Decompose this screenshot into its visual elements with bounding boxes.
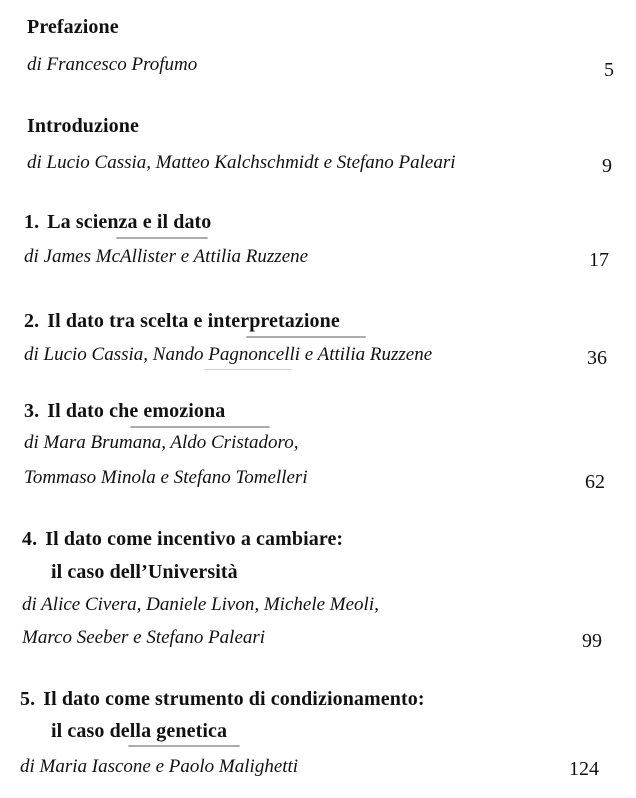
entry-page-number: 99 <box>582 630 602 652</box>
pencil-underline <box>128 745 240 747</box>
entry-title: 2. Il dato tra scelta e interpretazione <box>24 310 340 332</box>
entry-authors: Marco Seeber e Stefano Paleari <box>22 627 266 648</box>
entry-page-number: 62 <box>585 471 605 493</box>
entry-authors: di Lucio Cassia, Nando Pagnoncelli e Attilia Ruzzene <box>24 344 433 365</box>
entry-title: Prefazione <box>27 16 119 38</box>
entry-title-continued: il caso della genetica <box>51 720 228 742</box>
entry-page-number: 124 <box>569 758 599 780</box>
entry-page-number: 9 <box>602 155 612 177</box>
entry-authors: di Francesco Profumo <box>27 54 198 75</box>
entry-title: 3. Il dato che emoziona <box>24 400 226 422</box>
chapter-number: 1. <box>24 211 40 233</box>
pencil-underline <box>204 369 292 370</box>
entry-authors: di Mara Brumana, Aldo Cristadoro, <box>24 432 299 453</box>
entry-title-continued: il caso dell’Università <box>51 561 238 583</box>
pencil-underline <box>246 336 366 338</box>
pencil-underline <box>130 426 270 428</box>
entry-title: Introduzione <box>27 115 139 137</box>
entry-authors: di James McAllister e Attilia Ruzzene <box>24 246 309 267</box>
entry-title: 1. La scienza e il dato <box>24 211 212 233</box>
entry-authors: di Alice Civera, Daniele Livon, Michele Meoli, <box>22 594 379 615</box>
chapter-number: 5. <box>20 688 36 710</box>
entry-page-number: 36 <box>587 347 607 369</box>
chapter-number: 3. <box>24 400 40 422</box>
entry-authors: di Lucio Cassia, Matteo Kalchschmidt e Stefano Paleari <box>27 152 456 173</box>
chapter-number: 2. <box>24 310 40 332</box>
chapter-number: 4. <box>22 528 38 550</box>
entry-page-number: 17 <box>589 249 609 271</box>
entry-page-number: 5 <box>604 59 614 81</box>
entry-title: 4. Il dato come incentivo a cambiare: <box>22 528 344 550</box>
entry-authors: di Maria Iascone e Paolo Malighetti <box>20 756 299 777</box>
entry-title: 5. Il dato come strumento di condizionamento: <box>20 688 425 710</box>
pencil-underline <box>116 237 208 239</box>
entry-authors: Tommaso Minola e Stefano Tomelleri <box>24 467 308 488</box>
